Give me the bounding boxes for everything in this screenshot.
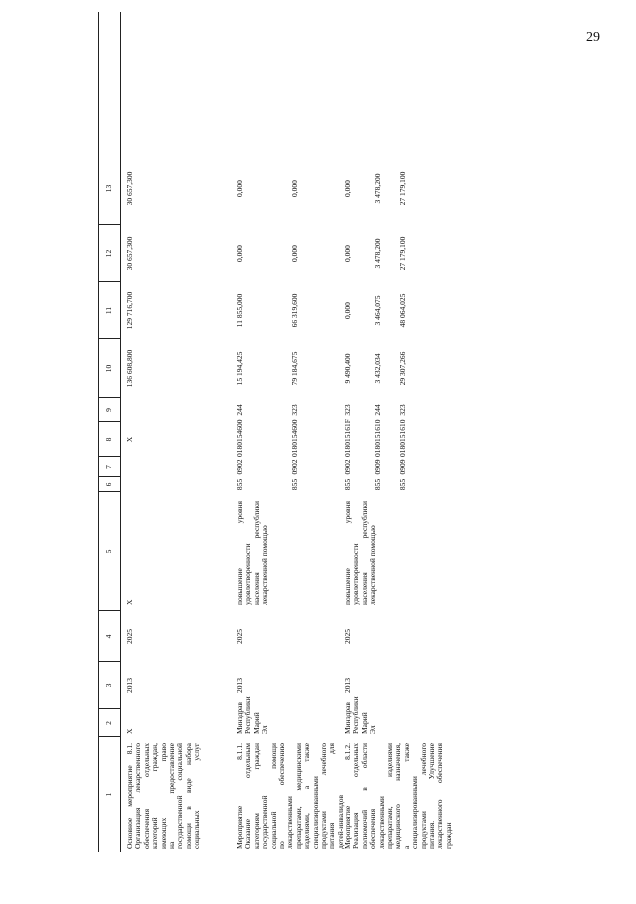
expected-result-line: лекарственной помощью [260,525,270,605]
column-header-3: 3 [104,683,113,688]
cell-c13: 0,000 [343,180,352,197]
end-year: 2025 [235,629,244,644]
cell-c8: 0180154600 [290,419,299,457]
column-header-1: 1 [104,792,113,797]
expected-result [236,501,270,605]
cell-c10: 29 307,266 [398,351,407,386]
activity-name-line: препаратами, медицинскими [293,743,303,849]
activity-name-line: Мероприятие 8.1.1. [235,743,244,849]
activity-name-line: имеющих право [158,743,168,849]
activity-name-line: государственной социальной [175,743,185,849]
expected-result-line: населения республики [359,501,369,605]
cell-c6: 855 [373,478,382,491]
cell-c13: 27 179,100 [398,171,407,206]
activity-name-line: Организация лекарственного [133,743,143,849]
column-header-13: 13 [104,184,113,193]
activity-name [126,743,202,849]
cell-c8: 018015161F [343,419,352,457]
responsible-executor [126,708,134,734]
cell-c10: 9 490,400 [343,353,352,384]
cell-c12: 30 657,300 [125,236,134,271]
activity-name-line: полномочий в области [359,743,369,849]
cell-c7: 0909 [373,459,382,475]
cell-c7: 0902 [290,459,299,475]
cell-c7: 0902 [235,459,244,475]
column-header-9: 9 [104,408,113,412]
activity-name-line: питания для [327,743,337,849]
activity-name [236,743,345,849]
cell-c10: 136 608,800 [125,349,134,388]
column-header-5: 5 [104,549,113,554]
end-year: 2025 [125,629,134,644]
activity-name-line: Мероприятие 8.1.2. [343,743,352,849]
activity-name-line: категориям граждан [251,743,261,849]
cell-c6: 855 [343,478,352,491]
cell-c11: 66 319,600 [290,293,299,328]
activity-name-line: Оказание отдельным [243,743,253,849]
cell-c9: 244 [373,404,382,416]
cell-c13: 30 657,300 [125,171,134,206]
expected-result-line: удовлетворенности [243,543,253,605]
activity-name-line: препаратами, изделиями [384,743,394,849]
cell-c11: 3 464,075 [373,295,382,326]
cell-c8: 0180154600 [235,419,244,457]
start-year: 2013 [343,678,352,693]
activity-name-line: обеспечения [368,808,378,849]
responsible-executor-line: Марий Эл [359,712,378,734]
column-header-11: 11 [104,306,113,315]
start-year: 2013 [125,678,134,693]
responsible-executor-line: Республики [243,696,253,734]
cell-c8: X [125,436,134,443]
end-year: 2025 [343,629,352,644]
cell-c13: 3 478,200 [373,173,382,204]
activity-name-line: социальных услуг [192,743,202,849]
activity-name-line: специализированными [410,776,420,849]
activity-name-line: изделиями, а также [302,743,312,849]
expected-result-line: населения республики [251,501,261,605]
activity-name [344,743,453,849]
activity-name-line: Реализация отдельных [351,743,361,849]
activity-name-line: медицинского назначения, [393,743,403,849]
column-header-10: 10 [104,364,113,373]
cell-c10: 15 194,425 [235,351,244,386]
cell-c13: 0,000 [290,180,299,197]
activity-name-line: а также [401,743,411,849]
page-number: 29 [586,30,600,45]
cell-c6: 855 [290,478,299,491]
activity-name-line: категорий граждан, [150,743,160,849]
cell-c9: 244 [235,404,244,416]
activity-name-line: лекарственными [376,796,386,849]
cell-c12: 0,000 [343,245,352,262]
cell-c10: 3 432,034 [373,353,382,384]
activity-name-line: питания. Улучшение [426,743,436,849]
cell-c11: 0,000 [343,302,352,319]
budget-table [98,12,518,852]
expected-result [344,501,378,605]
cell-c7: 0909 [398,459,407,475]
expected-result-line: повышение уровня [343,501,352,605]
expected-result-line: лекарственной помощью [368,525,378,605]
activity-name-line: социальной помощи [268,743,278,849]
activity-name-line: граждан [443,822,453,849]
activity-name-line: обеспечения отдельных [141,743,151,849]
cell-c6: 855 [398,478,407,491]
column-header-12: 12 [104,249,113,258]
cell-c8: 0180151610 [398,419,407,457]
responsible-executor [343,696,378,734]
activity-name-line: специализированными [310,776,320,849]
cell-c9: 323 [398,404,407,416]
responsible-executor-line: X [125,728,134,734]
responsible-executor-line: Минздрав [343,702,352,734]
cell-c11: 48 064,025 [398,293,407,328]
column-header-2: 2 [104,721,113,725]
cell-c12: 3 478,200 [373,238,382,269]
cell-c11: 129 716,700 [125,291,134,330]
header-bottom-rule [120,12,121,852]
activity-name-line: Основное мероприятие 8.1. [125,743,134,849]
responsible-executor-line: Республики [351,696,361,734]
activity-name-line: продуктами лечебного [418,743,428,849]
cell-c7: 0902 [343,459,352,475]
cell-c9: 323 [290,404,299,416]
activity-name-line: детей-инвалидов [335,795,345,849]
cell-c13: 0,000 [235,180,244,197]
column-header-6: 6 [104,482,113,487]
responsible-executor-line: Минздрав [235,702,244,734]
responsible-executor-line: Марий Эл [251,712,270,734]
column-header-4: 4 [104,634,113,639]
cell-c12: 0,000 [235,245,244,262]
cell-c10: 79 184,675 [290,351,299,386]
column-header-7: 7 [104,465,113,469]
activity-name-line: государственной [260,795,270,849]
cell-c11: 11 855,000 [235,293,244,328]
activity-name-line: помощи в виде набора [183,743,193,849]
start-year: 2013 [235,678,244,693]
activity-name-line: на предоставление [166,743,176,849]
cell-c6: 855 [235,478,244,491]
activity-name-line: по обеспечению [276,743,286,849]
table-top-rule [98,12,99,852]
cell-c12: 27 179,100 [398,236,407,271]
cell-c8: 0180151610 [373,419,382,457]
expected-result-line: повышение уровня [235,501,244,605]
activity-name-line: продуктами лечебного [318,743,328,849]
expected-result-line: X [125,599,134,605]
cell-c9: 323 [343,404,352,416]
expected-result [126,501,134,605]
responsible-executor [235,696,270,734]
activity-name-line: лекарственного обеспечения [435,743,445,849]
column-header-8: 8 [104,437,113,442]
cell-c12: 0,000 [290,245,299,262]
expected-result-line: удовлетворенности [351,543,361,605]
activity-name-line: лекарственными [285,796,295,849]
